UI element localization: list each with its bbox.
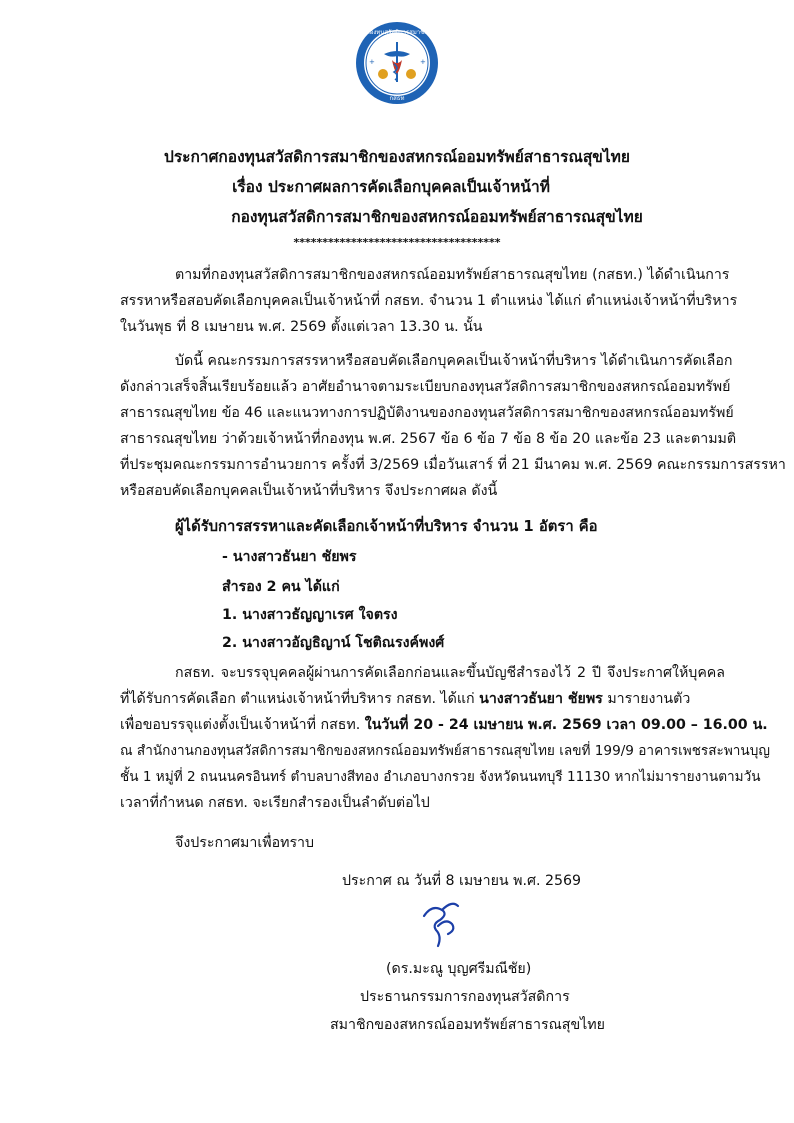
- para2-line: หรือสอบคัดเลือกบุคคลเป็นเจ้าหน้าที่บริหาร จึงประกาศผล ดังนี้: [120, 483, 498, 499]
- selected-candidate: - นางสาวธันยา ชัยพร: [222, 549, 357, 565]
- signatory-title: ประธานกรรมการกองทุนสวัสดิการ: [360, 989, 570, 1005]
- results-heading: ผู้ได้รับการสรรหาและคัดเลือกเจ้าหน้าที่บริหาร จำนวน 1 อัตรา คือ: [175, 518, 598, 535]
- candidate-name-highlight: นางสาวธันยา ชัยพร: [479, 691, 603, 707]
- reserve-candidate: 1. นางสาวธัญญาเรศ ใจตรง: [222, 607, 398, 623]
- logo-top-text: กองทุนสวัสดิการสมาชิก: [366, 29, 428, 36]
- para3-line: ชั้น 1 หมู่ที่ 2 ถนนนครอินทร์ ตำบลบางสีทอง อำเภอบางกรวย จังหวัดนนทบุรี 11130 หากไม่มารายงานตามวัน: [120, 769, 761, 785]
- para2-line: สาธารณสุขไทย ว่าด้วยเจ้าหน้าที่กองทุน พ.ศ. 2567 ข้อ 6 ข้อ 7 ข้อ 8 ข้อ 20 และข้อ 23 และตามมติ: [120, 431, 737, 447]
- announcement-subject: เรื่อง ประกาศผลการคัดเลือกบุคคลเป็นเจ้าหน้าที่: [232, 178, 550, 196]
- para3-line: [120, 714, 768, 736]
- logo-bottom-text: กสธท: [389, 95, 405, 102]
- signatory-title: สมาชิกของสหกรณ์ออมทรัพย์สาธารณสุขไทย: [330, 1017, 605, 1033]
- para3-text: เพื่อขอบรรจุแต่งตั้งเป็นเจ้าหน้าที่ กสธท.: [120, 717, 365, 733]
- reserve-candidate: 2. นางสาวอัญธิญาน์ โชติณรงค์พงศ์: [222, 635, 445, 651]
- report-date-highlight: ในวันที่ 20 - 24 เมษายน พ.ศ. 2569 เวลา 09.00 – 16.00 น.: [364, 717, 768, 733]
- para2-line: ที่ประชุมคณะกรรมการอำนวยการ ครั้งที่ 3/2569 เมื่อวันเสาร์ ที่ 21 มีนาคม พ.ศ. 2569 คณะกรรมการสรรหา: [120, 457, 786, 473]
- announcement-organization: กองทุนสวัสดิการสมาชิกของสหกรณ์ออมทรัพย์สาธารณสุขไทย: [231, 208, 643, 226]
- signatory-name: (ดร.มะณู บุญศรีมณีชัย): [386, 961, 532, 977]
- closing-text: จึงประกาศมาเพื่อทราบ: [175, 835, 315, 851]
- reserve-heading: สำรอง 2 คน ได้แก่: [222, 579, 340, 595]
- announcement-title: ประกาศกองทุนสวัสดิการสมาชิกของสหกรณ์ออมทรัพย์สาธารณสุขไทย: [164, 148, 630, 166]
- para1-line: ตามที่กองทุนสวัสดิการสมาชิกของสหกรณ์ออมทรัพย์สาธารณสุขไทย (กสธท.) ได้ดำเนินการ: [175, 267, 730, 283]
- para2-line: สาธารณสุขไทย ข้อ 46 และแนวทางการปฏิบัติงานของกองทุนสวัสดิการสมาชิกของสหกรณ์ออมทรัพย์: [120, 405, 734, 421]
- para2-line: ดังกล่าวเสร็จสิ้นเรียบร้อยแล้ว อาศัยอำนาจตามระเบียบกองทุนสวัสดิการสมาชิกของสหกรณ์ออมทรัพย์: [120, 379, 731, 395]
- para3-line: [120, 688, 690, 710]
- organization-logo: [354, 20, 440, 106]
- para1-line: ในวันพุธ ที่ 8 เมษายน พ.ศ. 2569 ตั้งแต่เวลา 13.30 น. นั้น: [120, 319, 483, 335]
- handwritten-signature: [412, 896, 468, 952]
- announcement-date: ประกาศ ณ วันที่ 8 เมษายน พ.ศ. 2569: [342, 873, 582, 889]
- para3-text: มารายงานตัว: [602, 691, 691, 707]
- para1-line: สรรหาหรือสอบคัดเลือกบุคคลเป็นเจ้าหน้าที่ กสธท. จำนวน 1 ตำแหน่ง ได้แก่ ตำแหน่งเจ้าหน้าที่บริหาร: [120, 293, 738, 309]
- para3-line: ณ สำนักงานกองทุนสวัสดิการสมาชิกของสหกรณ์ออมทรัพย์สาธารณสุขไทย เลขที่ 199/9 อาคารเพชรสะพานบุญ: [120, 743, 770, 759]
- para3-line: เวลาที่กำหนด กสธท. จะเรียกสำรองเป็นลำดับต่อไป: [120, 795, 430, 811]
- svg-text:+: +: [420, 58, 426, 66]
- para2-line: บัดนี้ คณะกรรมการสรรหาหรือสอบคัดเลือกบุคคลเป็นเจ้าหน้าที่บริหาร ได้ดำเนินการคัดเลือก: [175, 353, 733, 369]
- para3-line: กสธท. จะบรรจุบุคคลผู้ผ่านการคัดเลือกก่อนและขึ้นบัญชีสำรองไว้ 2 ปี จึงประกาศให้บุคคล: [175, 665, 725, 681]
- para3-text: ที่ได้รับการคัดเลือก ตำแหน่งเจ้าหน้าที่บริหาร กสธท. ได้แก่: [120, 691, 480, 707]
- svg-text:+: +: [369, 58, 375, 66]
- header-divider: ************************************: [293, 236, 501, 249]
